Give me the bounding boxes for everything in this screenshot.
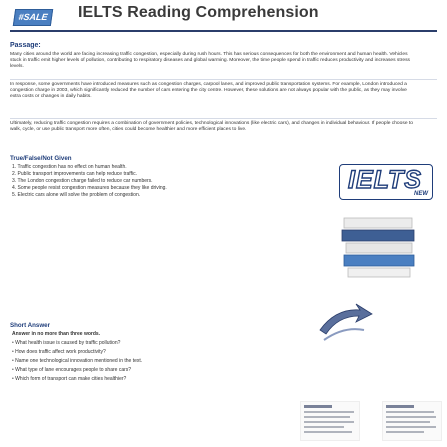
short-answer-item: • What health issue is caused by traffic pollution? [12,340,342,347]
short-answer-heading: Short Answer [10,322,50,329]
sale-badge: #SALE [13,9,53,26]
true-false-heading: True/False/Not Given [10,155,72,162]
short-answer-item: • Which form of transport can make cities healthier? [12,376,342,383]
true-false-item: 3. The London congestion charge failed to reduce car numbers. [12,178,153,184]
short-answer-item: • How does traffic affect work productivity? [12,349,342,356]
short-answer-item: • Name one technological innovation mentioned in the text. [12,358,342,365]
true-false-item: 2. Public transport improvements can help reduce traffic. [12,171,137,177]
ielts-logo [339,164,433,200]
page-title: IELTS Reading Comprehension [78,4,319,21]
passage-heading: Passage: [10,42,41,49]
arrow-decoration-icon [316,300,376,352]
title-divider [10,30,437,32]
short-answer-item: • What type of lane encourages people to share cars? [12,367,342,374]
true-false-item: 1. Traffic congestion has no effect on human health. [12,164,127,170]
ielts-logo-sub: NEW [414,191,428,197]
short-answer-instruction: Answer in no more than three words. [12,331,101,337]
passage-paragraph-1: Many cities around the world are facing increasing traffic congestion, especially during rush hours. This has serious consequences for both the environment and human health. Vehicles stuck in traffic emit higher levels of pollution, contributing to respiratory diseases and global warming. Moreover, the time people spend in traffic reduces productivity and increases stress levels. [10,52,410,70]
paragraph-divider [10,79,437,80]
books-illustration-icon [338,216,418,312]
page-thumbnail [300,401,360,441]
passage-paragraph-3: Ultimately, reducing traffic congestion requires a combination of government policies, technological innovations (like electric cars), and changes in individual behaviour. If people choose to walk, cycle, or use public transport more often, cities could become healthier and more efficient places to live. [10,121,413,133]
paragraph-divider [10,118,437,119]
page-thumbnail [382,401,442,441]
ielts-logo-text: IELTS [348,166,422,194]
true-false-item: 5. Electric cars alone will solve the problem of congestion. [12,192,141,198]
true-false-item: 4. Some people resist congestion measures because they like driving. [12,185,167,191]
passage-paragraph-2: In response, some governments have introduced measures such as congestion charges, carpool lanes, and improved public transportation systems. For example, London introduced a congestion charge in 2003, which significantly reduced the number of cars entering the city centre. However, these solutions are not always popular with the public, as they may involve extra costs or changes in daily habits. [10,82,407,100]
